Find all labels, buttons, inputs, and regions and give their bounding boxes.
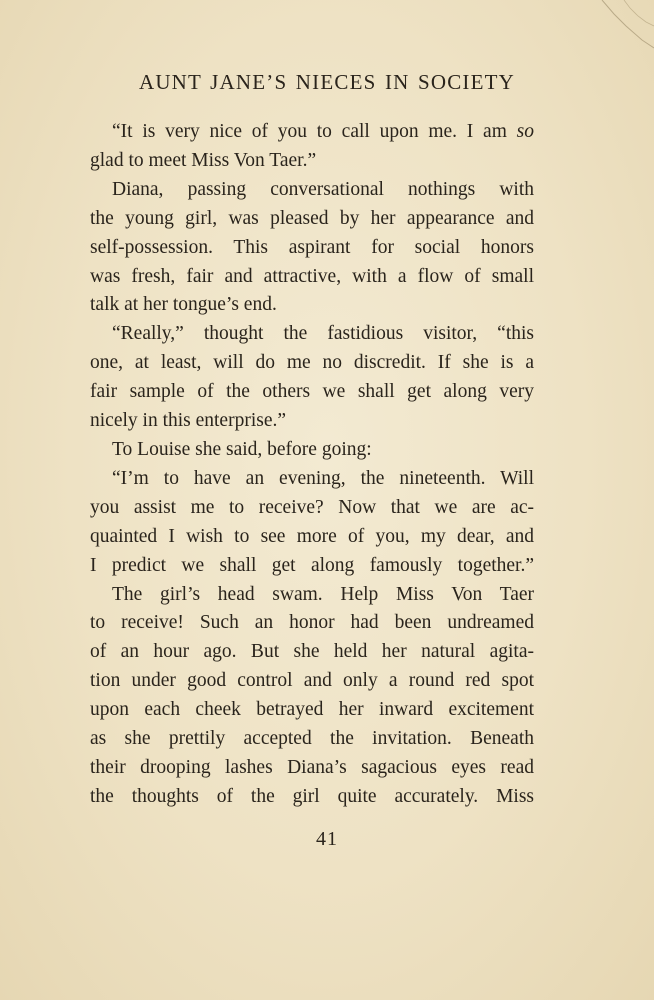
text-line-15: quainted I wish to see more of you, my dear, and (90, 525, 534, 547)
text-line-23: their drooping lashes Diana’s sagacious eyes read (90, 756, 534, 778)
text-line-1: “It is very nice of you to call upon me. I am so (112, 121, 534, 142)
text-line-2: glad to meet Miss Von Taer.” (90, 149, 317, 171)
text-line-12: To Louise she said, before going: (112, 438, 372, 460)
text-line-5: self-possession. This aspirant for social honors (90, 236, 534, 258)
text-line-10: fair sample of the others we shall get along very (90, 381, 534, 403)
italic-emphasis: so (516, 121, 534, 142)
text-line-21: upon each cheek betrayed her inward excitement (90, 699, 534, 721)
text-line-17: The girl’s head swam. Help Miss Von Taer (112, 583, 534, 605)
text-line-22: as she prettily accepted the invitation. Beneath (90, 728, 534, 750)
text-line-13: “I’m to have an evening, the nineteenth. Will (112, 467, 534, 489)
page-number: 41 (316, 828, 338, 850)
text-line-6: was fresh, fair and attractive, with a flow of small (90, 265, 534, 287)
text-line-16: I predict we shall get along famously together.” (90, 554, 534, 576)
body-text (90, 118, 534, 812)
text-line-14: you assist me to receive? Now that we are ac- (90, 496, 534, 518)
text-line-3: Diana, passing conversational nothings with (112, 178, 534, 200)
text-line-4: the young girl, was pleased by her appearance and (90, 207, 534, 229)
text-line-9: one, at least, will do me no discredit. If she is a (90, 352, 534, 374)
text-line-18: to receive! Such an honor had been undreamed (90, 612, 534, 634)
text-line-8: “Really,” thought the fastidious visitor, “this (112, 323, 534, 345)
text-line-11: nicely in this enterprise.” (90, 410, 287, 432)
text-line-19: of an hour ago. But she held her natural agita- (90, 641, 534, 663)
text-line-20: tion under good control and only a round red spot (90, 670, 534, 692)
text-line-24: the thoughts of the girl quite accurately. Miss (90, 785, 534, 807)
text-line-7: talk at her tongue’s end. (90, 294, 277, 316)
page-corner-crease (584, 0, 654, 70)
running-header: AUNT JANE’S NIECES IN SOCIETY (138, 70, 516, 94)
